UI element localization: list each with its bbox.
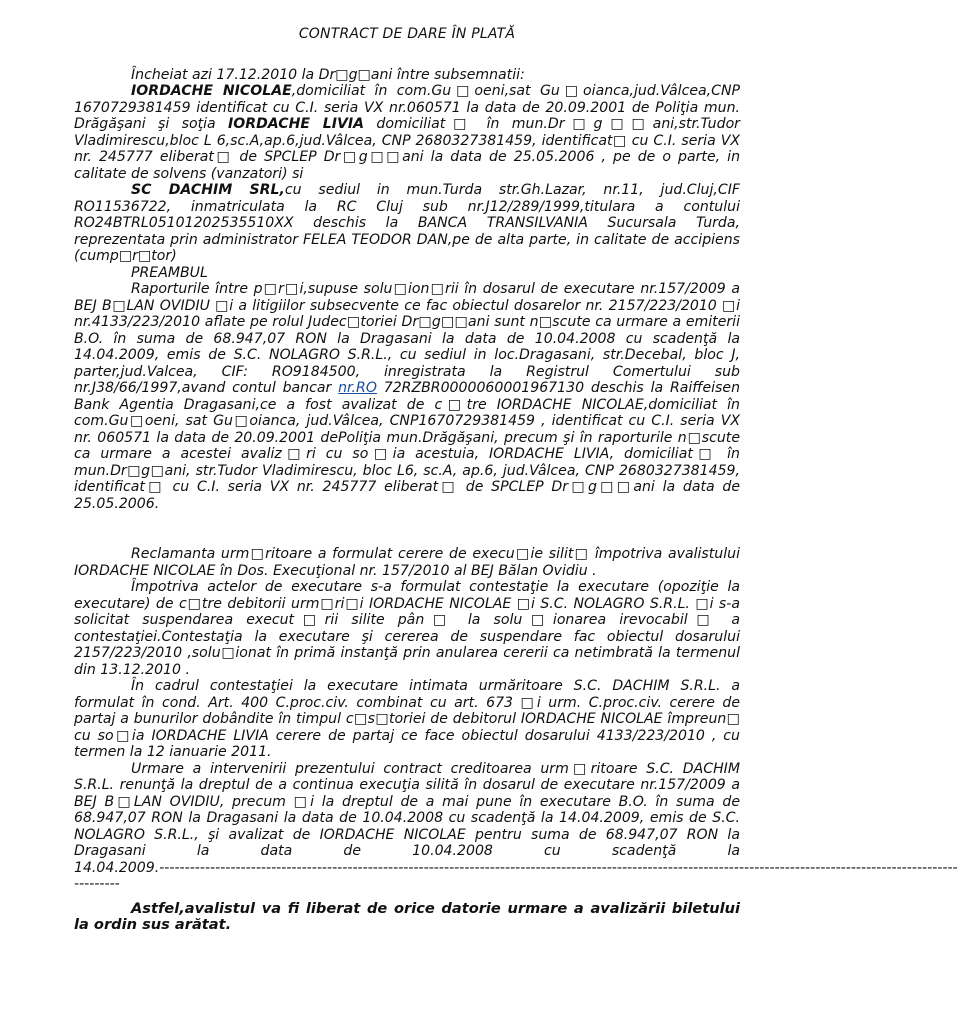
waiver-paragraph	[74, 761, 740, 860]
waiver-la: la	[727, 843, 741, 859]
document-title: CONTRACT DE DARE ÎN PLATĂ	[298, 26, 516, 42]
dash-line-continuation: ---------	[74, 876, 120, 892]
party-name-iordache-livia: IORDACHE LIVIA	[228, 116, 365, 132]
preambul-paragraph	[74, 281, 740, 512]
party-accipiens-text: cu sediul in mun.Turda str.Gh.Lazar, nr.11, jud.Cluj,CIF RO11536722, inmatriculata la RC Cluj sub nr.J12/289/1999,titulara a contului RO24BTRL05101202535510XX deschis la BANCA TRANSILVANIA Sucursala Turda, reprezentata prin administrator FELEA TEODOR DAN,pe de alta parte, in calitate de accipiens (cump□r□tor)	[74, 182, 740, 264]
paragraph-gap	[74, 512, 740, 529]
contestation-paragraph: Împotriva actelor de executare s-a formulat contestaţie la executare (opoziţie la executare) de c□tre debitorii urm□ri□i IORDACHE NICOLAE □i S.C. NOLAGRO S.R.L. □i s-a solicitat suspendarea execut□rii silite pân□ la solu□ionarea irevocabil□ a contestaţiei.Contestaţia la executare şi cererea de suspendare fac obiectul dosarului 2157/223/2010 ,solu□ionat în primă instanţă prin anularea cererii ca netimbrată la termenul din 13.12.2010 .	[74, 579, 740, 678]
preambul-text-2: 72RZBR0000060001967130 deschis la Raiffeisen Bank Agentia Dragasani,ce a fost avalizat de c□tre IORDACHE NICOLAE,domiciliat în com.Gu□oeni, sat Gu□oianca, jud.Vâlcea, CNP1670729381459 , identificat cu C.I. seria VX nr. 060571 la data de 20.09.2001 dePoliţia mun.Drăgăşani, precum şi în raporturile n□scute ca urmare a acestei avaliz□ri cu so□ia acestuia, IORDACHE LIVIA, domiciliat□ în mun.Dr□g□ani, str.Tudor Vladimirescu, bloc L6, sc.A, ap.6, jud.Vâlcea, CNP 2680327381459, identificat□ cu C.I. seria VX nr. 245777 eliberat□ de SPCLEP Dr□g□□ani la data de 25.05.2006.	[74, 380, 741, 512]
party-solvens-text-1: ,domiciliat în com.Gu□oeni,sat Gu□oianca,jud.Vâlcea,CNP 1670729381459 identificat cu C.I. seria VX nr.060571 la data de 20.09.2001 de Poliţia mun. Drăgăşani şi soţia	[74, 83, 740, 132]
conclusion-paragraph: Astfel,avalistul va fi liberat de orice datorie urmare a avalizării biletului la ordin sus arătat.	[74, 899, 740, 933]
paragraph-gap	[74, 529, 740, 546]
preambul-text-1: Raporturile între p□r□i,supuse solu□ion□rii în dosarul de executare nr.157/2009 a BEJ B□LAN OVIDIU □i a litigiilor subsecvente ce fac obiectul dosarelor nr. 2157/223/2010 □i nr.4133/223/2010 aflate pe rolul Judec□toriei Dr□g□□ani sunt n□scute ca urmare a emiterii B.O. în suma de 68.947,07 RON la Dragasani la data de 10.04.2008 cu scadenţă la 14.04.2009, emis de S.C. NOLAGRO S.R.L., cu sediul in loc.Dragasani, str.Decebal, bloc J, parter,jud.Valcea, CIF: RO9184500, inregistrata la Registrul Comertului sub nr.J38/66/1997,avand contul bancar	[74, 281, 740, 396]
party-solvens-text-2: domiciliat□ în mun.Dr□g□□ani,str.Tudor Vladimirescu,bloc L 6,sc.A,ap.6,jud.Vâlcea, CNP 2680327381459, identificat□ cu C.I. seria VX nr. 245777 eliberat□ de SPCLEP Dr□g□□ani la data de 25.05.2006 , pe de o parte, in calitate de solvens (vanzatori) si	[74, 116, 740, 182]
party-solvens-paragraph	[74, 83, 740, 182]
preambul-heading: PREAMBUL	[131, 264, 208, 281]
waiver-text: Urmare a intervenirii prezentului contract creditoarea urm□ritoare S.C. DACHIM S.R.L. renunţă la dreptul de a continua execuţia silită în dosarul de executare nr.157/2009 a BEJ B□LAN OVIDIU, precum □i la dreptul de a mai pune în executare B.O. în suma de 68.947,07 RON la Dragasani la data de 10.04.2008 cu scadenţă la 14.04.2009, emis de S.C. NOLAGRO S.R.L., şi avalizat de IORDACHE NICOLAE pentru suma de 68.947,07 RON la Dragasani la data de 10.04.2008 cu scadenţă	[74, 760, 740, 859]
claim-paragraph: Reclamanta urm□ritoare a formulat cerere de execu□ie silit□ împotriva avalistului IORDACHE NICOLAE în Dos. Execuţional nr. 157/2010 al BEJ Bălan Ovidiu .	[74, 546, 740, 579]
dash-separator: -------------------------------------------------------------------------------------------------------------------------------------------------------------	[159, 859, 958, 876]
date-dash-line	[74, 859, 958, 877]
party-name-iordache-nicolae: IORDACHE NICOLAE	[131, 83, 292, 99]
contract-page	[74, 26, 958, 934]
party-name-dachim: SC DACHIM SRL,	[131, 182, 285, 198]
waiver-date: 14.04.2009.	[74, 859, 160, 876]
intro-line: Încheiat azi 17.12.2010 la Dr□g□ani între subsemnatii:	[131, 66, 525, 83]
party-accipiens-paragraph	[74, 182, 740, 265]
partition-paragraph: În cadrul contestaţiei la executare intimata urmăritoare S.C. DACHIM S.R.L. a formulat în cond. Art. 400 C.proc.civ. combinat cu art. 673 □i urm. C.proc.civ. cerere de partaj a bunurilor dobândite în timpul c□s□toriei de debitorul IORDACHE NICOLAE împreun□ cu so□ia IORDACHE LIVIA cerere de partaj ce face obiectul dosarului 4133/223/2010 , cu termen la 12 ianuarie 2011.	[74, 678, 740, 760]
bank-account-link[interactable]: nr.RO	[338, 380, 377, 396]
